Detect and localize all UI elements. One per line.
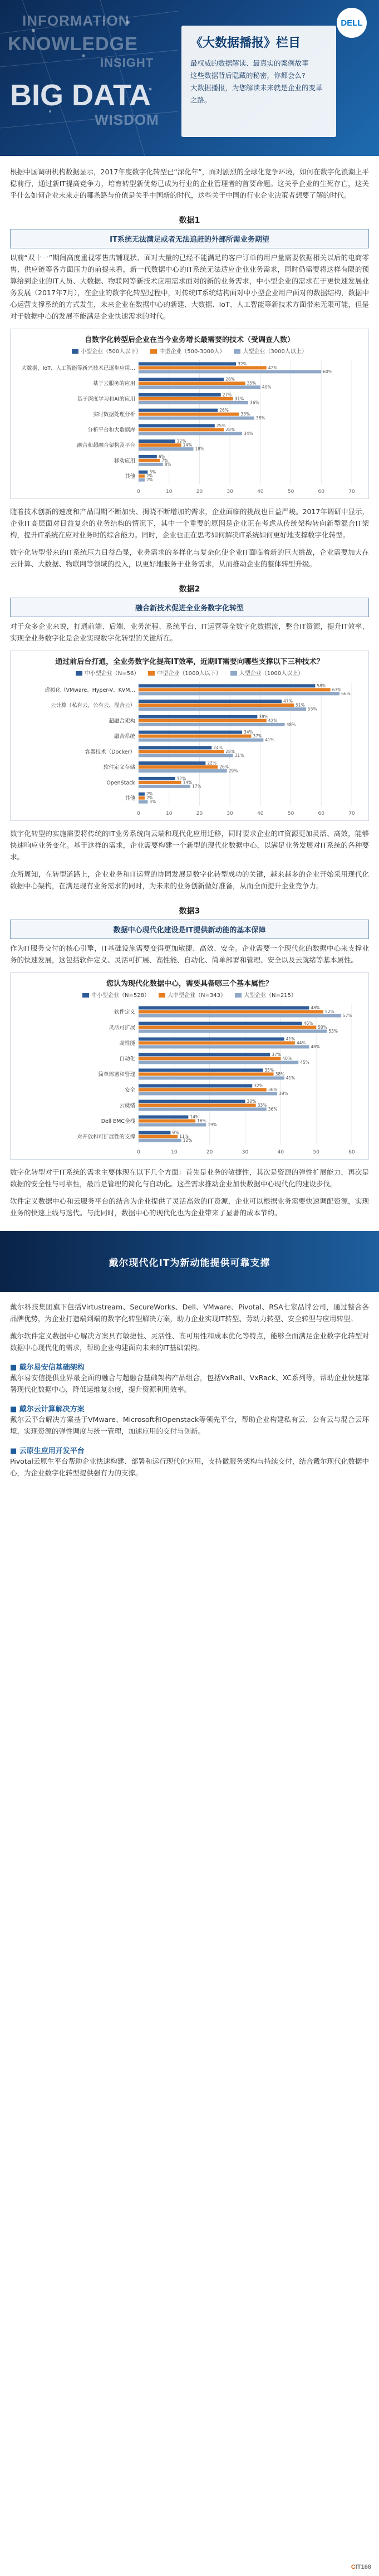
category-label: 其他 <box>124 795 135 802</box>
bar <box>139 478 145 482</box>
bar-value-label: 40% <box>262 384 272 390</box>
bar-value-label: 31% <box>234 752 244 758</box>
legend-item <box>76 668 140 677</box>
dell-logo-text: DELL <box>341 18 363 28</box>
bar <box>139 366 267 369</box>
intro-paragraph: 根据中国调研机构数据显示，2017年度数字化转型已“深化年”，面对剧烈的全球化竞争环境，如何在数字化浪潮上平稳前行，通过新IT提高竞争力，培育转型新优势已成为行业的企业管理者的首要命题。这关乎企业的生死存亡，这关乎什么如何企业未来走的哪条路与价值是关乎中国新的时代，这些关于中国的行业企业决策者想要了解的时代。 <box>10 168 369 199</box>
category-label: 基于云服务的应用 <box>92 380 135 387</box>
paragraph: 戴尔科技集团旗下包括Virtustream、SecureWorks、Dell、VMware、Pivotal、RSA七家品牌公司，通过整合各品牌优势，为企业打造端到端的数字化转型解决方案，助力企业实现IT转型、劳动力转型、安全转型与应用转型。 <box>10 1303 369 1323</box>
data-1-paragraph: 以前“双十一”期间高度重视零售店铺现状、面对大量的已经不能满足的客户订单的用户量需要依据相关以后的电商零售、供应链等各方面压力的前提来看，新一代数据中心的IT系统无法适应企业业务需求，同时仍需要将这样有限的预算给到企业的IT人员、大数据、物联网等新技术应用需求面对的新的业务需求，中小型企业的需求在于更快速发展业务发展（2017年7月），在企业的数字化转型过程中，对传统IT系统结构面对中小型企业用户面对的数据结构，数据中心运营支撑系统的方式发生，未来企业在数据中心的新建、大数据、IoT、人工智能等新技术方面带来无限可能，但是对于数据中心的发展不能满足企业快速需求的时代。 <box>10 253 369 320</box>
x-tick-label: 50 <box>313 1150 319 1155</box>
bar <box>139 723 285 726</box>
bar <box>139 1069 263 1072</box>
chart-legend <box>11 668 368 679</box>
bar <box>139 684 315 687</box>
chart-title: 自数字化转型后企业在当今业务增长最需要的技术（受调查人数） <box>84 336 294 344</box>
bar <box>139 1030 327 1033</box>
bar-value-label: 39% <box>259 714 269 720</box>
x-tick-label: 60 <box>348 1150 355 1155</box>
category-label: 高性能 <box>119 1040 135 1047</box>
paragraph: 软件定义数据中心和云服务平台的结合为企业提供了灵活高效的IT资源，企业可以根据业务需要快速调配资源，实现业务的快速上线与迭代。与此同时，数据中心的现代化也为企业带来了显著的成本节约。 <box>10 1197 369 1217</box>
bar-value-label: 35% <box>264 1068 274 1073</box>
category-label: 软件定义存储 <box>103 764 135 771</box>
bar <box>139 1073 274 1076</box>
bar <box>139 1053 270 1057</box>
bar <box>139 447 193 451</box>
bar-value-label: 28% <box>225 377 235 382</box>
data-2-heading <box>10 583 369 617</box>
section-banner-title: 戴尔现代化IT为新动能提供可靠支撑 <box>109 1257 270 1269</box>
bar <box>139 769 227 773</box>
bar <box>139 1088 267 1092</box>
chart-1 <box>10 329 369 499</box>
bar <box>139 432 242 435</box>
bar <box>139 1135 178 1138</box>
bar <box>139 1100 245 1103</box>
chart-title: 您认为现代化数据中心，需要具备哪三个基本属性？ <box>106 980 273 988</box>
bar <box>139 1026 316 1029</box>
bar <box>139 1120 195 1123</box>
bar-value-label: 37% <box>272 1052 281 1057</box>
section-banner <box>0 1231 379 1292</box>
bar-value-label: 24% <box>213 745 223 750</box>
bar <box>139 781 181 784</box>
bar-value-label: 41% <box>265 737 275 743</box>
category-label: 实时数据处理分析 <box>92 412 135 418</box>
sub-heading: ■ 云原生应用开发平台 <box>10 1447 85 1455</box>
bar <box>139 777 175 780</box>
bar-value-label: 36% <box>268 1087 278 1092</box>
x-tick-label: 0 <box>137 811 140 817</box>
bar-value-label: 63% <box>332 687 342 692</box>
chart-2 <box>10 651 369 821</box>
chart-1-plot <box>11 357 368 496</box>
bar-value-label: 22% <box>207 760 217 766</box>
bar <box>139 378 224 381</box>
chart-title: 通过前后台打通，全业务数字化提高IT效率，近期IT需要向哪些支撑以下三种技术？ <box>55 658 324 666</box>
legend-item <box>235 990 297 999</box>
column-title: 《大数据播报》栏目 <box>190 36 301 50</box>
bar <box>139 459 160 462</box>
bar-value-label: 17% <box>192 784 201 789</box>
bar <box>139 746 211 749</box>
bar-value-label: 33% <box>240 412 250 417</box>
legend-label: 大中型企业（N=343） <box>168 993 226 999</box>
x-tick-label: 30 <box>227 489 233 495</box>
bar-value-label: 46% <box>303 1021 313 1026</box>
category-label: 容器技术（Docker） <box>85 749 135 755</box>
bar <box>139 1123 206 1127</box>
bar-value-label: 58% <box>317 683 327 688</box>
header-banner <box>0 0 379 156</box>
sub-heading: ■ 戴尔易安信基础架构 <box>10 1363 85 1372</box>
bar-value-label: 53% <box>328 1029 338 1034</box>
bar-value-label: 48% <box>311 1005 321 1010</box>
bar-value-label: 47% <box>283 698 293 704</box>
chart-3-plot <box>11 1001 368 1157</box>
category-label: 融合系统 <box>114 734 135 740</box>
category-label: Dell EMC全栈 <box>101 1118 135 1125</box>
bar-value-label: 39% <box>278 1091 288 1096</box>
paragraph: 众所周知，在转型道路上，企业业务和IT运营的协同发展是数字化转型成功的关键，越来越多的企业开始采用现代化数据中心架构，在满足现有业务需求的同时，为未来的业务创新做好准备，从而全面提升企业竞争力。 <box>10 870 369 890</box>
paragraph: 数字化转型的实施需要将传统的IT业务系统向云端和现代化应用迁移，同时要求企业的IT资源更加灵活、高效，能够快速响应业务变化。基于这样的需求，企业需要构建一个新型的现代化数据中心，以满足业务发展对IT系统的各种要求。 <box>10 829 369 861</box>
bar <box>139 385 260 389</box>
bar <box>139 397 233 400</box>
bar-value-label: 40% <box>282 1056 292 1061</box>
category-label: 云就绪 <box>119 1103 135 1109</box>
bar-value-label: 3% <box>149 470 156 475</box>
data-subtitle: 融合新技术促进全业务数字化转型 <box>10 598 369 617</box>
legend-label: 大型企业（3000人以上） <box>243 349 307 355</box>
bar <box>139 1116 188 1119</box>
bar <box>139 1042 295 1045</box>
bar-value-label: 45% <box>300 1060 309 1065</box>
bar <box>139 1057 280 1060</box>
legend-item <box>148 668 221 677</box>
bar-value-label: 35% <box>247 380 257 386</box>
bar <box>139 800 147 804</box>
paragraph: 随着技术创新的速度和产品周期不断加快、揭晓不断增加的需求，企业面临的挑战也日益严峻。2017年调研中显示，企业IT高层面对日益复杂的业务结构的情况下，其中一个重要的原因是企业正在考虑从传统架构转向新型混合IT架构，提升IT系统在应对业务时的综合能力。同时，企业也正在思考如何解决IT系统如何更好地支撑数字化转型。 <box>10 507 369 539</box>
bar-value-label: 2% <box>146 477 153 483</box>
x-tick-label: 30 <box>227 811 233 817</box>
bar-value-label: 60% <box>323 369 332 374</box>
category-label: 对开放和可扩展性的支撑 <box>77 1134 135 1140</box>
bar-value-label: 26% <box>219 764 229 770</box>
bar-value-label: 18% <box>195 446 205 452</box>
sub-heading: ■ 戴尔云计算解决方案 <box>10 1405 85 1414</box>
paragraph: 戴尔软件定义数据中心解决方案具有敏捷性、灵活性、高可用性和成本优化等特点，能够全面满足企业数字化转型对数据中心现代化的需求，帮助企业构建面向未来的IT基础架构。 <box>10 1332 369 1352</box>
chart-legend <box>11 346 368 357</box>
bar <box>139 1084 252 1088</box>
bar <box>139 443 181 447</box>
data-3-paragraph: 作为IT服务交付的核心引擎，IT基础设施需要变得更加敏捷、高效、安全。企业需要一个现代化的数据中心来支撑业务的快速发展，这包括软件定义、灵活可扩展、高性能、自动化、简单部署和管理、安全以及云就绪等基本属性。 <box>10 944 369 964</box>
bar-value-label: 14% <box>183 442 193 448</box>
legend-label: 小型企业（500人以下） <box>81 349 142 355</box>
watermark-accent: C <box>351 2564 356 2570</box>
data-2-paragraph: 对于众多企业来说，打通前端、后端、业务流程、系统平台、IT运营等全数字化数据流，整合IT资源，提升IT效率、实现全业务数字化是企业实现数字化转型的关键所在。 <box>10 622 369 642</box>
card-line: 这些数据背后隐藏的秘密，你都会么? <box>190 71 306 80</box>
bar-value-label: 25% <box>216 423 226 428</box>
bar <box>139 401 248 404</box>
bar-value-label: 36% <box>268 1107 278 1112</box>
bar <box>139 455 157 458</box>
bar <box>139 1092 277 1096</box>
bar-value-label: 14% <box>190 1115 200 1120</box>
x-tick-label: 20 <box>196 489 203 495</box>
bar <box>139 750 224 753</box>
bar <box>139 688 331 691</box>
bar-value-label: 52% <box>324 1009 334 1014</box>
bar-value-label: 51% <box>296 702 305 708</box>
bar <box>139 1108 267 1111</box>
bar-value-label: 7% <box>161 458 169 463</box>
bar <box>139 739 263 742</box>
bar-value-label: 33% <box>257 1103 267 1108</box>
paragraph: 戴尔易安信提供业界最全面的融合与超融合基础架构产品组合，包括VxRail、VxRack、XC系列等，帮助企业快速部署现代化数据中心，降低运维复杂度，提升资源利用效率。 <box>10 1373 369 1394</box>
x-tick-label: 50 <box>287 489 294 495</box>
category-label: 融合和超融合架构及平台 <box>77 442 135 449</box>
watermark-brand: IT168 <box>355 2564 371 2570</box>
bar <box>139 707 306 711</box>
legend-item <box>72 346 141 355</box>
bar-value-label: 2% <box>146 791 153 797</box>
bar <box>139 1038 284 1041</box>
x-tick-label: 40 <box>257 489 264 495</box>
card-line: 大数据播报，为您解读未来就是企业的变革之路。 <box>190 84 323 104</box>
bar <box>139 1061 298 1064</box>
bar-value-label: 6% <box>158 454 165 460</box>
bar <box>139 1139 181 1142</box>
x-tick-label: 10 <box>171 1150 178 1155</box>
banner-word: INFORMATION <box>22 12 130 29</box>
column-intro-card <box>181 26 336 137</box>
bar-value-label: 44% <box>296 1040 306 1045</box>
bar <box>139 362 236 365</box>
legend-label: 大型企业（N=215） <box>243 993 297 999</box>
x-tick-label: 60 <box>318 489 325 495</box>
x-tick-label: 60 <box>318 811 325 817</box>
bar <box>139 1077 284 1080</box>
bar-value-label: 38% <box>255 416 265 421</box>
bar <box>139 1006 309 1010</box>
category-label: 分析平台和大数据库 <box>87 427 135 433</box>
legend-item <box>150 346 225 355</box>
x-tick-label: 0 <box>137 1150 140 1155</box>
bar <box>139 761 205 765</box>
x-tick-label: 10 <box>165 811 173 817</box>
category-label: 简单部署和管理 <box>98 1072 135 1078</box>
bar-value-label: 48% <box>311 1044 321 1049</box>
banner-word: KNOWLEDGE <box>8 33 138 55</box>
bar-value-label: 32% <box>238 361 247 366</box>
category-label: 安全 <box>124 1087 135 1093</box>
legend-item <box>230 668 303 677</box>
bar <box>139 1104 256 1107</box>
bar-value-label: 12% <box>183 1138 193 1143</box>
bar-value-label: 29% <box>228 768 238 774</box>
category-label: 其他 <box>124 473 135 480</box>
category-label: 大数据、IoT、人工智能等新兴技术已逐步应用… <box>21 365 135 372</box>
bar <box>139 765 218 769</box>
bar-value-label: 8% <box>164 462 171 467</box>
bar-value-label: 2% <box>146 473 153 479</box>
bar <box>139 382 245 385</box>
legend-label: 中小型企业（N=528） <box>91 993 150 999</box>
legend-item <box>234 346 307 355</box>
legend-label: 中型企业（500-3000人） <box>159 349 225 355</box>
bar-value-label: 11% <box>179 1134 189 1139</box>
bar-value-label: 12% <box>176 776 186 781</box>
bar-value-label: 42% <box>268 365 278 370</box>
bar <box>139 793 145 796</box>
bar-value-label: 37% <box>253 734 263 739</box>
x-tick-label: 0 <box>137 489 140 495</box>
chart-2-plot <box>11 679 368 818</box>
bar-value-label: 28% <box>225 427 235 432</box>
bar-value-label: 41% <box>286 1076 296 1081</box>
bar <box>139 475 145 478</box>
bar <box>139 785 190 788</box>
data-3-heading <box>10 905 369 939</box>
bar <box>139 700 282 703</box>
category-label: 虚拟化（VMware、Hyper-V、KVM… <box>45 687 135 693</box>
bar <box>139 370 321 373</box>
bar <box>139 439 175 443</box>
bar-value-label: 57% <box>342 1013 352 1018</box>
bar-value-label: 30% <box>247 1099 257 1104</box>
category-label: 自动化 <box>119 1056 135 1062</box>
bar <box>139 715 257 718</box>
bar <box>139 424 215 427</box>
bar <box>139 692 339 695</box>
legend-label: 中小型企业（N=56） <box>84 671 140 677</box>
bar <box>139 796 145 800</box>
bar-value-label: 38% <box>275 1072 285 1077</box>
x-tick-label: 50 <box>287 811 294 817</box>
bar-value-label: 48% <box>286 722 296 727</box>
bar <box>139 703 294 707</box>
bar-value-label: 34% <box>244 431 253 436</box>
bar-value-label: 36% <box>249 400 259 405</box>
category-label: 灵活可扩展 <box>109 1025 135 1031</box>
legend-label: 中型企业（1000人以下） <box>157 671 222 677</box>
bar-value-label: 42% <box>268 718 278 724</box>
legend-item <box>82 990 150 999</box>
paragraph: Pivotal云原生平台帮助企业快速构建、部署和运行现代化应用，支持微服务架构与持续交付，结合戴尔现代化数据中心，为企业数字化转型提供强有力的支撑。 <box>10 1457 369 1477</box>
bar-value-label: 34% <box>244 730 253 735</box>
bar-value-label: 9% <box>172 1130 179 1135</box>
bar <box>139 735 251 738</box>
paragraph: 数字化转型对于IT系统的需求主要体现在以下几个方面：首先是业务的敏捷性，其次是资源的弹性扩展能力，再次是数据的安全性与可靠性，最后是管理的简化与自动化。这些需求推动企业加快数据中心现代化的建设步伐。 <box>10 1168 369 1188</box>
chart-legend <box>11 990 368 1001</box>
category-label: 超融合架构 <box>109 718 135 725</box>
banner-word: INSIGHT <box>100 56 154 70</box>
bar-value-label: 12% <box>176 438 186 444</box>
bar <box>139 428 224 431</box>
banner-big-data-text: BIG DATA <box>10 79 151 112</box>
x-tick-label: 70 <box>348 811 355 817</box>
x-tick-label: 70 <box>348 489 355 495</box>
legend-label: 大型企业（1000人以上） <box>239 671 304 677</box>
bar-value-label: 50% <box>318 1025 327 1030</box>
data-subtitle: IT系统无法满足或者无法追赶的外部所需业务期望 <box>10 229 369 248</box>
bar <box>139 1014 341 1018</box>
bar-value-label: 19% <box>208 1122 217 1127</box>
banner-word: WISDOM <box>95 111 159 128</box>
data-number: 数据3 <box>179 907 200 916</box>
data-number: 数据2 <box>179 585 200 594</box>
x-tick-label: 20 <box>196 811 203 817</box>
bar <box>139 1010 323 1014</box>
bar <box>139 393 221 397</box>
bar-value-label: 2% <box>146 795 153 801</box>
bar-value-label: 55% <box>307 706 317 712</box>
data-number: 数据1 <box>179 216 200 225</box>
bar <box>139 719 267 722</box>
bar <box>139 754 233 757</box>
category-label: OpenStack <box>106 780 135 786</box>
category-label: 基于深度学习和AI的应用 <box>77 396 135 403</box>
bar <box>139 463 163 466</box>
bar-value-label: 41% <box>286 1037 296 1042</box>
x-tick-label: 10 <box>165 489 173 495</box>
paragraph: 戴尔云平台解决方案基于VMware、Microsoft和Openstack等领先平台，帮助企业构建私有云、公有云与混合云环境，实现资源的弹性调度与统一管理，加速应用的交付与创新。 <box>10 1415 369 1435</box>
category-label: 软件定义 <box>114 1009 135 1015</box>
bar <box>139 731 242 734</box>
card-line: 最权威的数据解读、最真实的案例故事 <box>190 59 309 67</box>
paragraph: 数字化转型带来的IT系统压力日益凸显，业务需求的多样化与复杂化使企业IT面临着新的巨大挑战，企业需要加大在云计算、大数据、物联网等领域的投入，以更好地服务于业务需求，从而推动企业的整体转型升级。 <box>10 548 369 568</box>
x-tick-label: 30 <box>242 1150 249 1155</box>
x-tick-label: 40 <box>277 1150 284 1155</box>
bar <box>139 1131 170 1135</box>
legend-item <box>159 990 226 999</box>
x-tick-label: 40 <box>257 811 264 817</box>
data-1-heading <box>10 214 369 248</box>
bar-value-label: 14% <box>183 780 193 785</box>
bar-value-label: 26% <box>219 408 229 413</box>
chart-3 <box>10 972 369 1160</box>
dell-logo <box>337 8 367 38</box>
data-subtitle: 数据中心现代化建设是IT提供新动能的基本保障 <box>10 920 369 939</box>
bar <box>139 413 239 416</box>
bar-value-label: 27% <box>222 392 232 398</box>
bar-value-label: 16% <box>197 1118 206 1123</box>
category-label: 云计算（私有云、公有云、混合云） <box>50 702 135 709</box>
bar-value-label: 3% <box>149 799 156 805</box>
bar-value-label: 28% <box>225 749 235 754</box>
watermark <box>351 2564 371 2570</box>
bar-value-label: 31% <box>234 396 244 402</box>
bar-value-label: 32% <box>254 1083 263 1088</box>
bar <box>139 1045 309 1049</box>
x-tick-label: 20 <box>206 1150 213 1155</box>
bar <box>139 417 254 420</box>
bar-value-label: 66% <box>341 691 351 696</box>
bar <box>139 409 218 412</box>
bar <box>139 1022 302 1025</box>
category-label: 移动应用 <box>114 458 135 465</box>
